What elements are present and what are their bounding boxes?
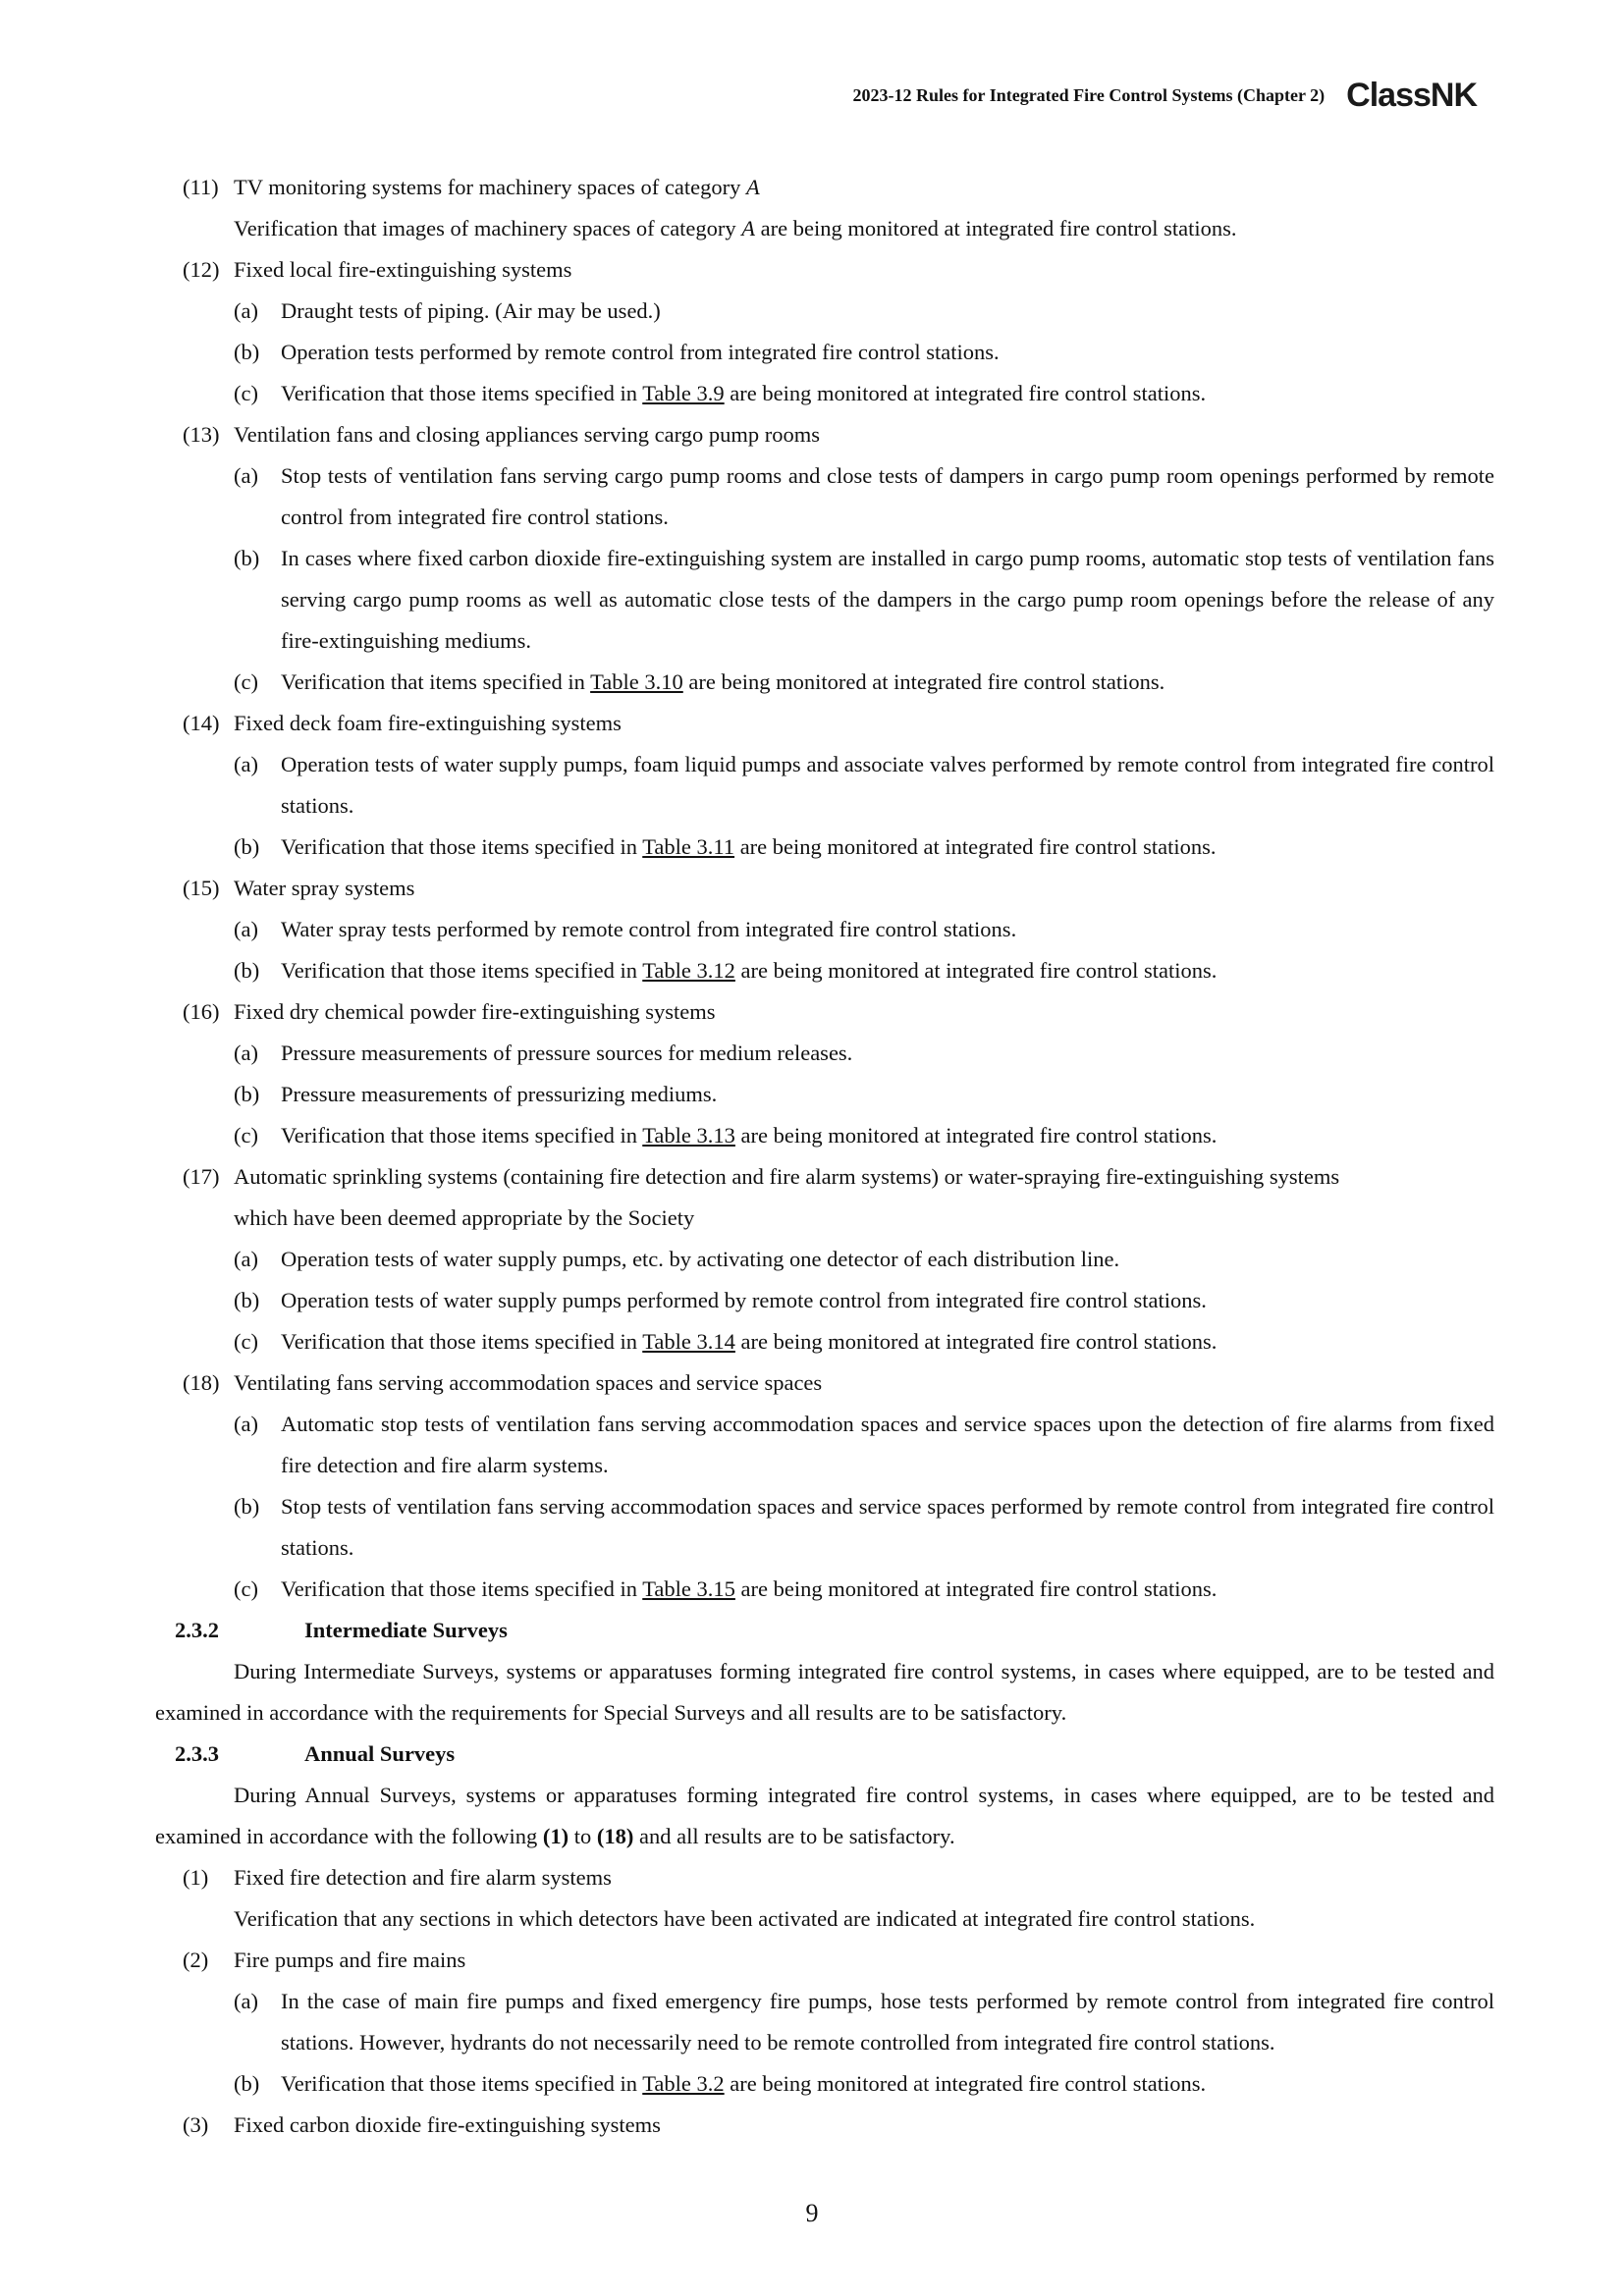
item-17-title-cont: which have been deemed appropriate by the Society [234, 1205, 695, 1230]
item-16-b: (b) Pressure measurements of pressurizing mediums. [234, 1082, 718, 1106]
annual-item-2-b: (b) Verification that those items specified in Table 3.2 are being monitored at integrated fire control stations. [234, 2071, 1207, 2096]
header-title: 2023-12 Rules for Integrated Fire Control Systems (Chapter 2) [852, 84, 1326, 105]
item-13-a: (a) Stop tests of ventilation fans serving cargo pump rooms and close tests of dampers in cargo pump room openings performed by remote control from integrated fire control stations. [234, 463, 1494, 529]
item-15-a: (a) Water spray tests performed by remote control from integrated fire control stations. [234, 917, 1017, 941]
document-body [155, 167, 1494, 2146]
table-reference-link[interactable]: Table 3.10 [590, 669, 683, 694]
item-12-b: (b) Operation tests performed by remote control from integrated fire control stations. [234, 340, 1000, 364]
table-reference-link[interactable]: Table 3.9 [642, 381, 725, 405]
item-14-b: (b) Verification that those items specified in Table 3.11 are being monitored at integrated fire control stations. [234, 834, 1217, 859]
annual-item-1-title: (1) Fixed fire detection and fire alarm systems [183, 1865, 612, 1890]
table-reference-link[interactable]: Table 3.14 [642, 1329, 735, 1354]
section-heading-2-3-3: 2.3.3 Annual Surveys [175, 1741, 456, 1766]
item-17-title: (17) Automatic sprinkling systems (containing fire detection and fire alarm systems) or water-spraying fire-extinguishing systems [183, 1164, 1340, 1189]
item-14-title: (14) Fixed deck foam fire-extinguishing systems [183, 711, 622, 735]
annual-item-1-body: Verification that any sections in which detectors have been activated are indicated at integrated fire control stations. [234, 1906, 1256, 1931]
table-reference-link[interactable]: Table 3.11 [642, 834, 735, 859]
item-17-a: (a) Operation tests of water supply pumps, etc. by activating one detector of each distribution line. [234, 1247, 1120, 1271]
item-11-title: (11) TV monitoring systems for machinery spaces of category A [183, 175, 760, 199]
annual-item-2-a: (a) In the case of main fire pumps and fixed emergency fire pumps, hose tests performed by remote control from integrated fire control stations. However, hydrants do not necessarily need to be remote controlled from integrated fire control stations. [234, 1989, 1494, 2055]
classnk-logo: ClassNK [1346, 76, 1477, 114]
item-12-title: (12) Fixed local fire-extinguishing systems [183, 257, 572, 282]
item-17-c: (c) Verification that those items specified in Table 3.14 are being monitored at integrated fire control stations. [234, 1329, 1218, 1354]
item-16-c: (c) Verification that those items specified in Table 3.13 are being monitored at integrated fire control stations. [234, 1123, 1218, 1148]
item-15-b: (b) Verification that those items specified in Table 3.12 are being monitored at integrated fire control stations. [234, 958, 1218, 983]
annual-item-3-title: (3) Fixed carbon dioxide fire-extinguishing systems [183, 2112, 661, 2137]
section-heading-2-3-2: 2.3.2 Intermediate Surveys [175, 1618, 508, 1642]
item-18-c: (c) Verification that those items specified in Table 3.15 are being monitored at integrated fire control stations. [234, 1576, 1218, 1601]
item-16-title: (16) Fixed dry chemical powder fire-extinguishing systems [183, 999, 716, 1024]
item-18-title: (18) Ventilating fans serving accommodation spaces and service spaces [183, 1370, 823, 1395]
item-17-b: (b) Operation tests of water supply pumps performed by remote control from integrated fire control stations. [234, 1288, 1207, 1312]
item-14-a: (a) Operation tests of water supply pumps, foam liquid pumps and associate valves performed by remote control from integrated fire control stations. [234, 752, 1494, 818]
item-11-body: Verification that images of machinery spaces of category A are being monitored at integrated fire control stations. [234, 216, 1237, 240]
annual-item-2-title: (2) Fire pumps and fire mains [183, 1948, 466, 1972]
item-18-b: (b) Stop tests of ventilation fans serving accommodation spaces and service spaces performed by remote control from integrated fire control stations. [234, 1494, 1494, 1560]
item-13-c: (c) Verification that items specified in Table 3.10 are being monitored at integrated fire control stations. [234, 669, 1165, 694]
item-18-a: (a) Automatic stop tests of ventilation fans serving accommodation spaces and service spaces upon the detection of fire alarms from fixed fire detection and fire alarm systems. [234, 1412, 1494, 1477]
item-15-title: (15) Water spray systems [183, 876, 415, 900]
item-13-title: (13) Ventilation fans and closing appliances serving cargo pump rooms [183, 422, 820, 447]
page-number: 9 [805, 2199, 819, 2227]
table-reference-link[interactable]: Table 3.15 [642, 1576, 735, 1601]
item-12-c: (c) Verification that those items specified in Table 3.9 are being monitored at integrated fire control stations. [234, 381, 1207, 405]
table-reference-link[interactable]: Table 3.12 [642, 958, 735, 983]
page-header [853, 71, 1477, 120]
section-2-3-3-text: During Annual Surveys, systems or apparatuses forming integrated fire control systems, in cases where equipped, are to be tested and examined in accordance with the following (1) to (18) and all results are to be satisfactory. [155, 1783, 1494, 1848]
section-2-3-2-text: During Intermediate Surveys, systems or apparatuses forming integrated fire control systems, in cases where equipped, are to be tested and examined in accordance with the requirements for Special Surveys and all results are to be satisfactory. [155, 1659, 1494, 1725]
item-13-b: (b) In cases where fixed carbon dioxide fire-extinguishing system are installed in cargo pump rooms, automatic stop tests of ventilation fans serving cargo pump rooms as well as automatic close tests of the dampers in the cargo pump room openings before the release of any fire-extinguishing mediums. [234, 546, 1494, 653]
item-12-a: (a) Draught tests of piping. (Air may be used.) [234, 298, 661, 323]
table-reference-link[interactable]: Table 3.2 [642, 2071, 725, 2096]
table-reference-link[interactable]: Table 3.13 [642, 1123, 735, 1148]
item-16-a: (a) Pressure measurements of pressure sources for medium releases. [234, 1041, 853, 1065]
